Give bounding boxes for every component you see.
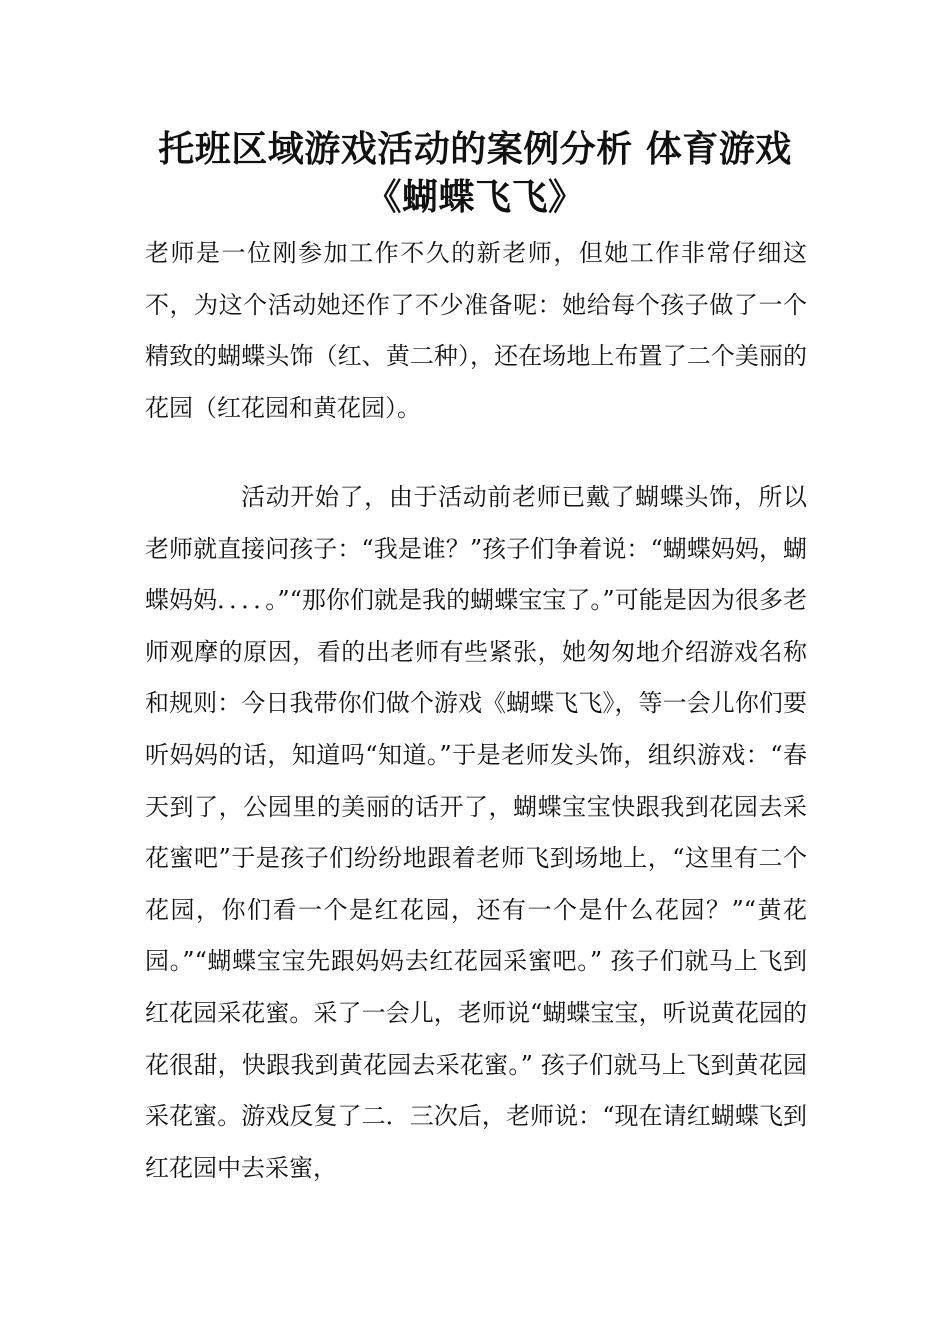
paragraph-2: 活动开始了，由于活动前老师已戴了蝴蝶头饰，所以老师就直接问孩子：“我是谁？”孩子们争着说：“蝴蝶妈妈，蝴蝶妈妈．．．．。”“那你们就是我的蝴蝶宝宝了。”可能是因为很多老师观摩的原因，看的出老师有些紧张，她匆匆地介绍游戏名称和规则：今日我带你们做个游戏《蝴蝶飞飞》，等一会儿你们要听妈妈的话，知道吗“知道。”于是老师发头饰，组织游戏：“春天到了，公园里的美丽的话开了，蝴蝶宝宝快跟我到花园去采花蜜吧”于是孩子们纷纷地跟着老师飞到场地上，“这里有二个花园，你们看一个是红花园，还有一个是什么花园？”“黄花园。”“蝴蝶宝宝先跟妈妈去红花园采蜜吧。” 孩子们就马上飞到红花园采花蜜。采了一会儿，老师说“蝴蝶宝宝，听说黄花园的花很甜，快跟我到黄花园去采花蜜。” 孩子们就马上飞到黄花园采花蜜。游戏反复了二．三次后，老师说：“现在请红蝴蝶飞到红花园中去采蜜， <box>145 483 807 1182</box>
document-title: 托班区域游戏活动的案例分析 体育游戏《蝴蝶飞飞》 <box>158 129 792 218</box>
paragraph-1: 老师是一位刚参加工作不久的新老师，但她工作非常仔细这不，为这个活动她还作了不少准备呢：她给每个孩子做了一个精致的蝴蝶头饰（红、黄二种），还在场地上布置了二个美丽的花园（红花园和黄花园）。 <box>145 239 807 422</box>
